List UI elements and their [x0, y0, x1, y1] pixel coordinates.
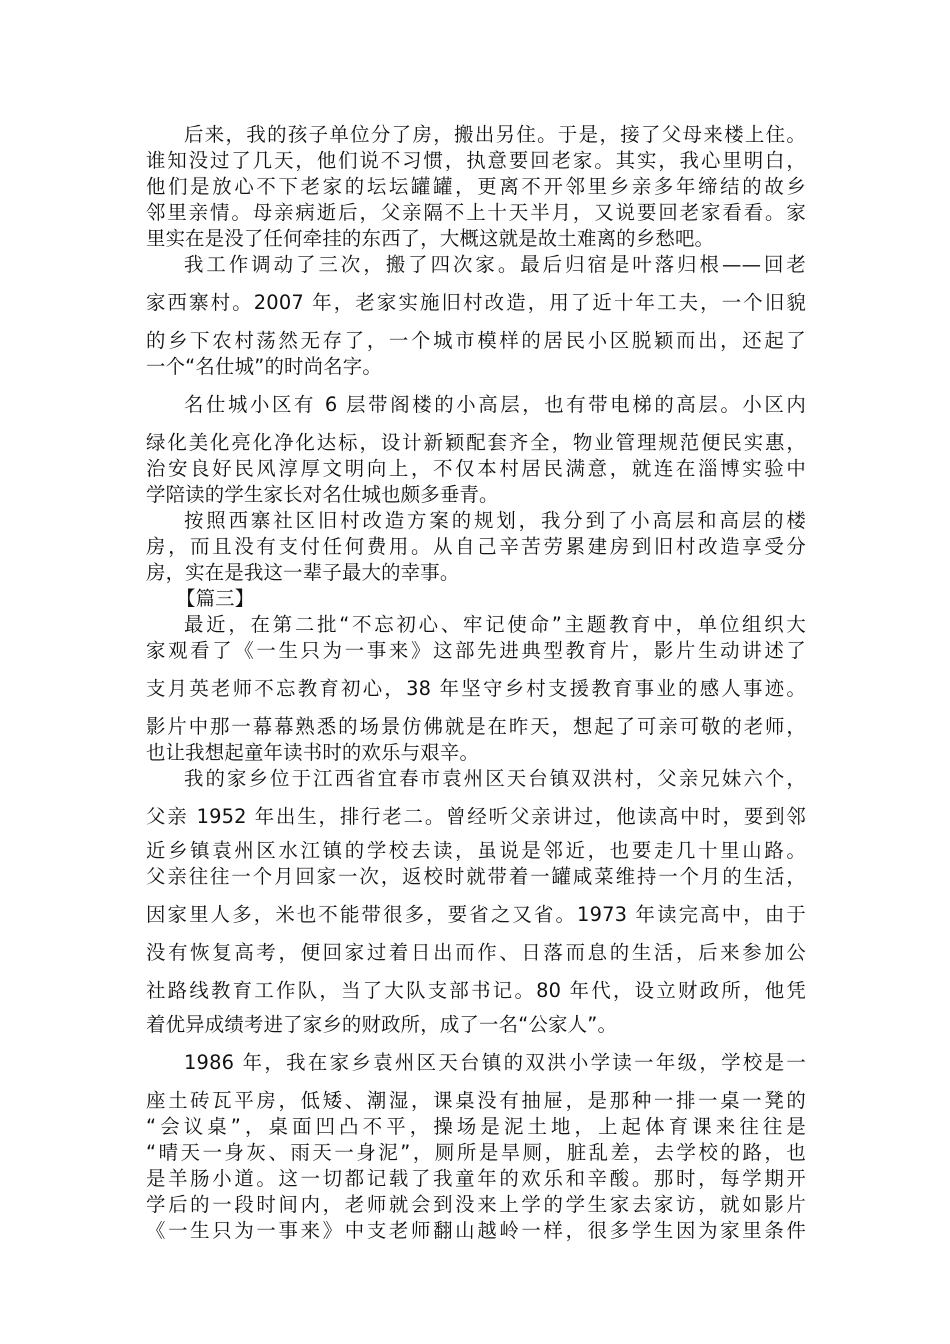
text-line: “会议桌”，桌面凹凸不平，操场是泥土地，上起体育课来往往是	[146, 1115, 806, 1138]
text-line: 里实在是没了任何牵挂的东西了，大概这就是故土难离的乡愁吧。	[146, 227, 715, 250]
text-line: 《一生只为一事来》中支老师翻山越岭一样，很多学生因为家里条件	[146, 1219, 806, 1242]
text-line: 也让我想起童年读书时的欢乐与艰辛。	[146, 741, 480, 764]
text-line: 治安良好民风淳厚文明向上，不仅本村居民满意，就连在淄博实验中	[146, 457, 806, 480]
text-line: 影片中那一幕幕熟悉的场景仿佛就是在昨天，想起了可亲可敬的老师，	[146, 715, 806, 738]
text-line: 房，而且没有支付任何费用。从自己辛苦劳累建房到旧村改造享受分	[146, 535, 806, 558]
text-line: 父亲 1952 年出生，排行老二。曾经听父亲讲过，他读高中时，要到邻	[146, 805, 806, 828]
text-line: 1986 年，我在家乡袁州区天台镇的双洪小学读一年级，学校是一	[184, 1051, 806, 1074]
text-line: 座土砖瓦平房，低矮、潮湿，课桌没有抽屉，是那种一排一桌一凳的	[146, 1089, 806, 1112]
text-line: 父亲往往一个月回家一次，返校时就带着一罐咸菜维持一个月的生活，	[146, 865, 806, 888]
text-line: 因家里人多，米也不能带很多，要省之又省。1973 年读完高中，由于	[146, 903, 806, 926]
text-line: 后来，我的孩子单位分了房，搬出另住。于是，接了父母来楼上住。	[184, 123, 806, 146]
text-line: 的乡下农村荡然无存了，一个城市模样的居民小区脱颖而出，还起了	[146, 329, 806, 352]
text-line: 房，实在是我这一辈子最大的幸事。	[146, 561, 460, 584]
text-line: 是羊肠小道。这一切都记载了我童年的欢乐和辛酸。那时，每学期开	[146, 1167, 806, 1190]
text-line: 绿化美化亮化净化达标，设计新颖配套齐全，物业管理规范便民实惠，	[146, 431, 806, 454]
text-line: 他们是放心不下老家的坛坛罐罐，更离不开邻里乡亲多年缔结的故乡	[146, 175, 806, 198]
text-line: 学后的一段时间内，老师就会到没来上学的学生家去家访，就如影片	[146, 1193, 806, 1216]
text-line: 谁知没过了几天，他们说不习惯，执意要回老家。其实，我心里明白，	[146, 149, 806, 172]
text-line: 着优异成绩考进了家乡的财政所，成了一名“公家人”。	[146, 1013, 618, 1036]
document-body	[146, 122, 806, 1244]
text-line: 邻里亲情。母亲病逝后，父亲隔不上十天半月，又说要回老家看看。家	[146, 201, 806, 224]
section-heading: 【篇三】	[176, 587, 255, 610]
text-line: 名仕城小区有 6 层带阁楼的小高层，也有带电梯的高层。小区内	[184, 393, 806, 416]
text-line: 近乡镇袁州区水江镇的学校去读，虽说是邻近，也要走几十里山路。	[146, 839, 806, 862]
text-line: 一个“名仕城”的时尚名字。	[146, 355, 382, 378]
text-line: 最近，在第二批“不忘初心、牢记使命”主题教育中，单位组织大	[184, 613, 806, 636]
text-line: 家观看了《一生只为一事来》这部先进典型教育片，影片生动讲述了	[146, 639, 806, 662]
text-line: 我工作调动了三次，搬了四次家。最后归宿是叶落归根——回老	[184, 253, 806, 276]
text-line: 学陪读的学生家长对名仕城也颇多垂青。	[146, 483, 499, 506]
text-line: 我的家乡位于江西省宜春市袁州区天台镇双洪村，父亲兄妹六个，	[184, 767, 806, 790]
text-line: 支月英老师不忘教育初心，38 年坚守乡村支援教育事业的感人事迹。	[146, 677, 806, 700]
text-line: 社路线教育工作队，当了大队支部书记。80 年代，设立财政所，他凭	[146, 979, 806, 1002]
text-line: 家西寨村。2007 年，老家实施旧村改造，用了近十年工夫，一个旧貌	[146, 291, 806, 314]
text-line: 按照西寨社区旧村改造方案的规划，我分到了小高层和高层的楼	[184, 509, 806, 532]
text-line: 没有恢复高考，便回家过着日出而作、日落而息的生活，后来参加公	[146, 941, 806, 964]
text-line: “晴天一身灰、雨天一身泥”，厕所是旱厕，脏乱差，去学校的路，也	[146, 1141, 806, 1164]
